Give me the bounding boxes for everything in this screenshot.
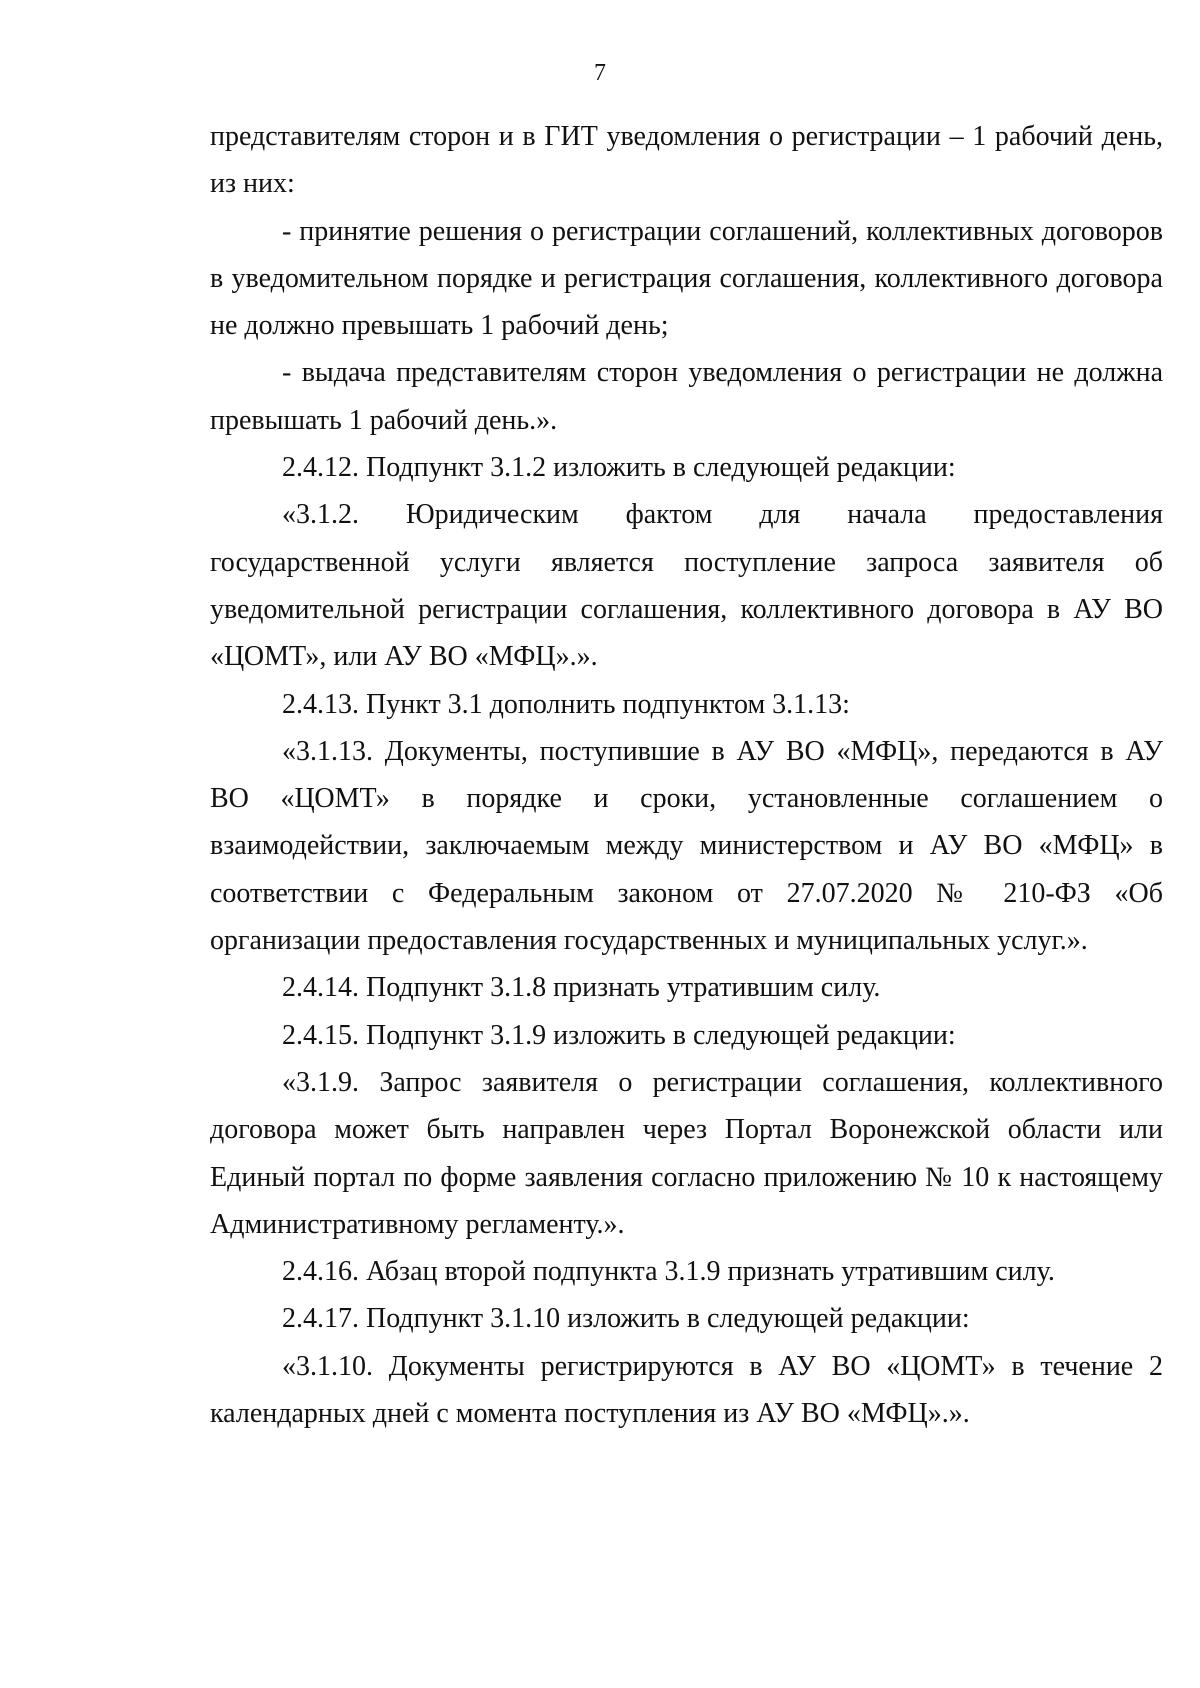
page-number: 7 — [594, 60, 606, 86]
paragraph-list-item: - выдача представителям сторон уведомления о регистрации не должна превышать 1 рабочий день.». — [210, 357, 1163, 436]
paragraph-amendment-heading: 2.4.16. Абзац второй подпункта 3.1.9 признать утратившим силу. — [282, 1256, 1055, 1288]
paragraph-amendment-heading: 2.4.14. Подпункт 3.1.8 признать утратившим силу. — [282, 972, 881, 1004]
paragraph-amendment-text: «3.1.13. Документы, поступившие в АУ ВО «МФЦ», передаются в АУ ВО «ЦОМТ» в порядке и сроки, установленные соглашением о взаимодействии, заключаемым между министерством и АУ ВО «МФЦ» в соответствии с Федеральным законом от 27.07.2020 № 210-ФЗ «Об организации предоставления государственных и муниципальных услуг.». — [210, 735, 1163, 957]
paragraph-amendment-heading: 2.4.15. Подпункт 3.1.9 изложить в следующей редакции: — [282, 1019, 956, 1051]
paragraph-amendment-text: «3.1.10. Документы регистрируются в АУ ВО «ЦОМТ» в течение 2 календарных дней с момента поступления из АУ ВО «МФЦ».». — [210, 1350, 1163, 1430]
paragraph-amendment-heading: 2.4.13. Пункт 3.1 дополнить подпунктом 3.1.13: — [282, 688, 850, 720]
paragraph-list-item: - принятие решения о регистрации соглашений, коллективных договоров в уведомительном порядке и регистрация соглашения, коллективного договора не должно превышать 1 рабочий день; — [210, 215, 1163, 342]
document-body — [210, 113, 1163, 1437]
paragraph-amendment-text: «3.1.9. Запрос заявителя о регистрации соглашения, коллективного договора может быть направлен через Портал Воронежской области или Единый портал по форме заявления согласно приложению № 10 к настоящему Административному регламенту.». — [210, 1066, 1163, 1240]
paragraph-amendment-text: «3.1.2. Юридическим фактом для начала предоставления государственной услуги является поступление запроса заявителя об уведомительной регистрации соглашения, коллективного договора в АУ ВО «ЦОМТ», или АУ ВО «МФЦ».». — [210, 499, 1163, 673]
paragraph-amendment-heading: 2.4.12. Подпункт 3.1.2 изложить в следующей редакции: — [282, 452, 956, 484]
paragraph-amendment-heading: 2.4.17. Подпункт 3.1.10 изложить в следующей редакции: — [282, 1303, 970, 1335]
paragraph-continuation: представителям сторон и в ГИТ уведомления о регистрации – 1 рабочий день, из них: — [210, 121, 1163, 200]
